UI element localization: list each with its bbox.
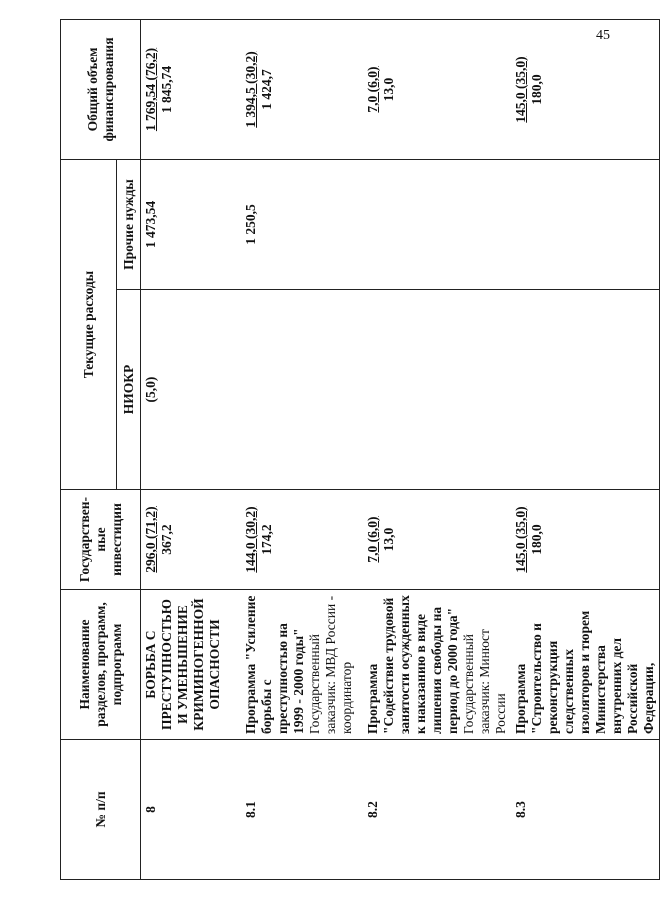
row-other: 1 250,5 — [241, 160, 363, 290]
row-name — [511, 590, 660, 740]
total-bottom: 1 424,7 — [258, 69, 274, 110]
capital-bottom: 174,2 — [258, 524, 274, 555]
header-num: № п/п — [61, 740, 141, 880]
row-capital — [141, 490, 241, 590]
row-total — [511, 20, 660, 160]
row-total — [141, 20, 241, 160]
row-capital — [363, 490, 511, 590]
row-name — [363, 590, 511, 740]
table-row — [241, 20, 363, 880]
total-bottom: 13,0 — [380, 77, 396, 102]
row-name: БОРЬБА С ПРЕСТУПНОСТЬЮ И УМЕНЬШЕНИЕ КРИМИНОГЕННОЙ ОПАСНОСТИ — [141, 590, 241, 740]
page-number: 45 — [596, 28, 610, 43]
header-name: Наименование разделов, программ, подпрограмм — [61, 590, 141, 740]
table-row — [141, 20, 241, 880]
program-customer: Государственный заказчик: Минюст России — [460, 629, 508, 734]
row-niokr — [511, 290, 660, 490]
financing-table — [60, 19, 660, 880]
row-niokr — [363, 290, 511, 490]
total-bottom: 180,0 — [528, 74, 544, 105]
capital-bottom: 367,2 — [159, 524, 174, 555]
header-total: Общий объем финансирования — [61, 20, 141, 160]
total-bottom: 1 845,74 — [159, 65, 174, 114]
header-other: Прочие нужды — [117, 160, 141, 290]
header-niokr: НИОКР — [117, 290, 141, 490]
row-capital — [241, 490, 363, 590]
table-row — [511, 20, 660, 880]
total-top: 1 769,54 (76,2) — [143, 47, 158, 132]
row-num: 8.1 — [241, 740, 363, 880]
row-niokr — [241, 290, 363, 490]
capital-top: 145,0 (35,0) — [512, 506, 528, 573]
row-other: 1 473,54 — [141, 160, 241, 290]
program-title: Программа "Содействие трудовой занятости осужденных к наказанию в виде лишения свободы на период до 2000 года" — [364, 595, 460, 734]
row-total — [241, 20, 363, 160]
total-top: 7,0 (6,0) — [364, 66, 380, 113]
capital-bottom: 13,0 — [380, 527, 396, 552]
total-top: 145,0 (35,0) — [512, 56, 528, 123]
total-top: 1 394,5 (30,2) — [242, 51, 258, 128]
capital-top: 296,0 (71,2) — [143, 506, 158, 573]
program-customer: Государственный заказчик: МВД России - координатор — [306, 595, 354, 734]
row-total — [363, 20, 511, 160]
program-title: Программа "Усиление борьбы с преступностью на 1999 - 2000 годы" — [242, 595, 306, 734]
row-name — [241, 590, 363, 740]
row-other — [511, 160, 660, 290]
row-capital — [511, 490, 660, 590]
capital-bottom: 180,0 — [528, 524, 544, 555]
program-title: Программа "Строительство и реконструкция следственных изоляторов и тюрем Министерства внутренних дел Российской Федерации, — [512, 610, 656, 734]
rotated-table-sheet — [60, 20, 656, 880]
row-other — [363, 160, 511, 290]
header-current: Текущие расходы — [61, 160, 117, 490]
row-num: 8.3 — [511, 740, 660, 880]
capital-top: 7,0 (6,0) — [364, 516, 380, 563]
row-niokr: (5,0) — [141, 290, 241, 490]
row-num: 8 — [141, 740, 241, 880]
header-capital: Государствен-ные инвестиции — [61, 490, 141, 590]
capital-top: 144,0 (30,2) — [242, 506, 258, 573]
row-num: 8.2 — [363, 740, 511, 880]
table-row — [363, 20, 511, 880]
